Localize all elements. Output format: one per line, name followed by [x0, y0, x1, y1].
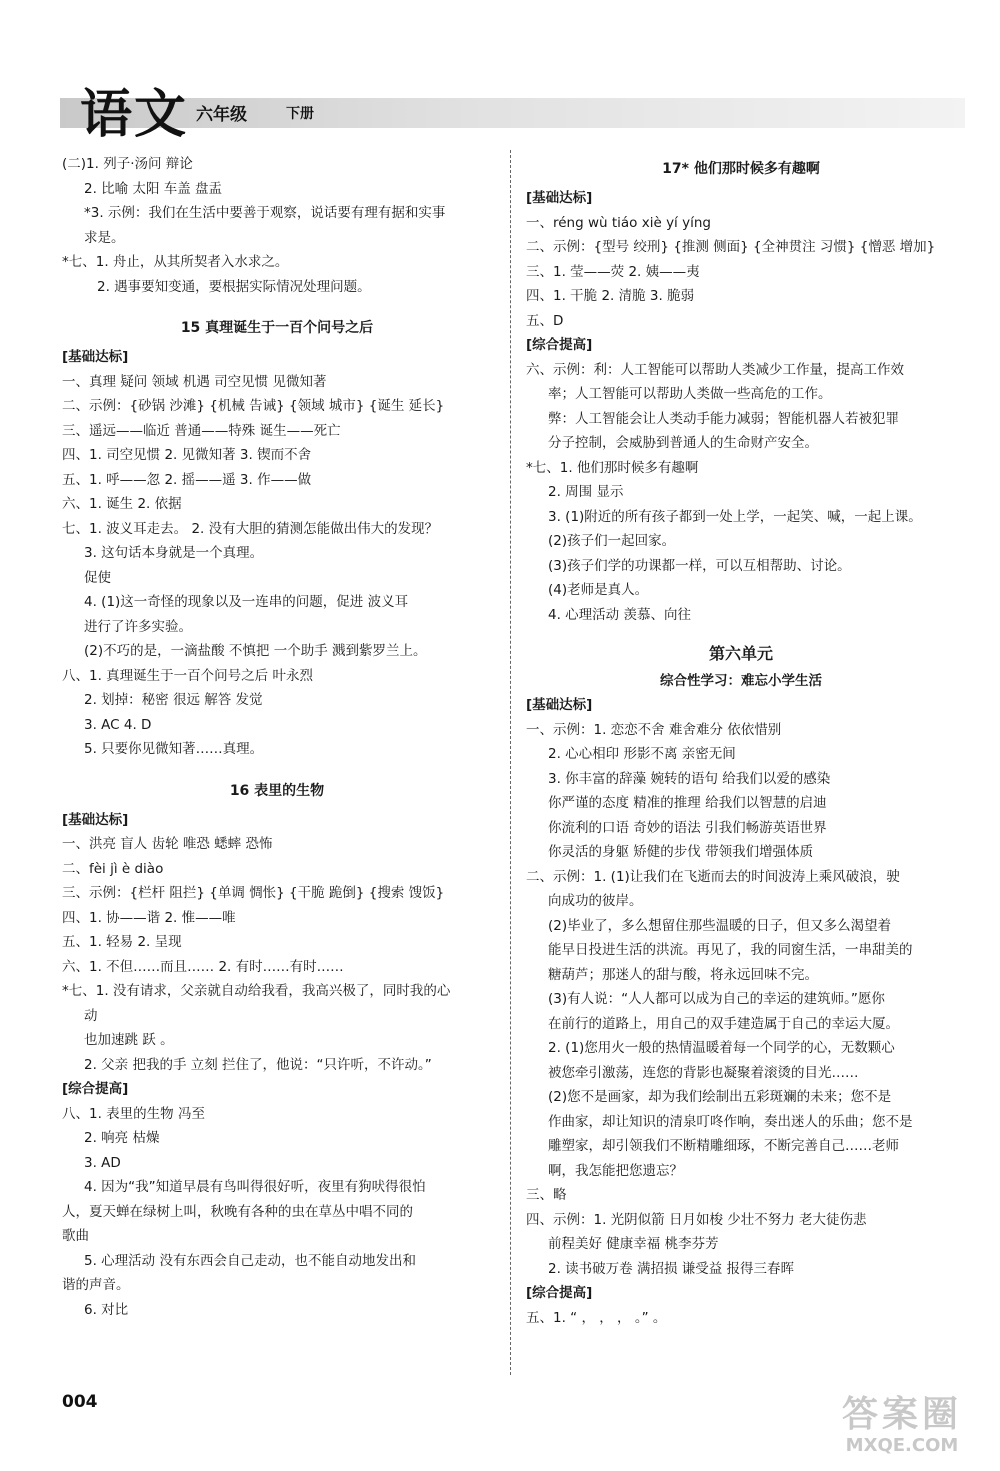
answer-line: 2. 周围 显示: [548, 484, 624, 500]
column-divider: [510, 150, 511, 1375]
answer-line: 糖葫芦；那迷人的甜与酸，将永远回味不完。: [548, 966, 818, 983]
section-label: [综合提高]: [526, 1285, 593, 1301]
answer-line: 啊，我怎能把您遗忘？: [548, 1162, 683, 1179]
answer-line: (2)毕业了，多么想留住那些温暖的日子，但又多么渴望着: [548, 917, 892, 934]
answer-line: 进行了许多实验。: [84, 618, 192, 635]
answer-line: 二、fèi jì è diào: [62, 860, 164, 877]
watermark-logo: [818, 1395, 986, 1467]
left-column: [62, 152, 492, 1322]
right-column: [526, 152, 956, 1330]
answer-line: 分子控制，会威胁到普通人的生命财产安全。: [548, 435, 818, 451]
answer-line: *3. 示例：我们在生活中要善于观察，说话要有理有据和实事: [84, 205, 446, 221]
answer-line: 2. (1)您用火一般的热情温暖着每一个同学的心，无数颗心: [548, 1040, 895, 1056]
answer-line: *七、1. 舟止，从其所契者入水求之。: [62, 254, 289, 270]
answer-line: 求是。: [84, 229, 125, 246]
answer-line: 2. 划掉：秘密 很远 解答 发觉: [84, 692, 263, 708]
answer-line: 你流利的口语 奇妙的语法 引我们畅游英语世界: [548, 819, 827, 836]
watermark-main: 答案圈: [841, 1394, 962, 1435]
answer-line: (3)孩子们学的功课都一样，可以互相帮助、讨论。: [548, 557, 851, 574]
answer-line: 3. 你丰富的辞藻 婉转的语句 给我们以爱的感染: [548, 770, 831, 787]
answer-line: [62, 299, 492, 311]
answer-line: (2)您不是画家，却为我们绘制出五彩斑斓的未来；您不是: [548, 1089, 892, 1105]
answer-line: 八、1. 真理诞生于一百个问号之后 叶永烈: [62, 667, 313, 684]
answer-line: (3)有人说：“人人都可以成为自己的幸运的建筑师。”愿你: [548, 991, 885, 1007]
answer-line: 动: [84, 1007, 98, 1024]
answer-line: 三、1. 莹——荧 2. 姨——夷: [526, 263, 700, 280]
answer-line: 人，夏天蝉在绿树上叫，秋晚有各种的虫在草丛中唱不同的: [62, 1203, 413, 1220]
answer-line: 5. 只要你见微知著……真理。: [84, 741, 264, 757]
answer-line: 三、示例：{栏杆 阻拦} {单调 惆怅} {干脆 跪倒} {搜索 馊饭}: [62, 885, 445, 901]
unit-subtitle: 综合性学习：难忘小学生活: [660, 673, 822, 689]
answer-line: 6. 对比: [84, 1301, 129, 1318]
answer-line: 五、D: [526, 312, 564, 329]
answer-line: 能早日投进生活的洪流。再见了，我的同窗生活，一串甜美的: [548, 942, 913, 958]
answer-line: 4. 因为“我”知道早晨有鸟叫得很好听，夜里有狗吠得很怕: [84, 1179, 426, 1195]
answer-line: *七、1. 没有请求，父亲就自动给我看，我高兴极了，同时我的心: [62, 983, 451, 999]
section-label: [基础达标]: [62, 349, 129, 365]
answer-line: 歌曲: [62, 1228, 89, 1244]
section-label: [基础达标]: [62, 811, 129, 828]
answer-line: 促使: [84, 569, 111, 586]
lesson-title: 15 真理诞生于一百个问号之后: [180, 320, 374, 336]
answer-line: 四、1. 干脆 2. 清脆 3. 脆弱: [526, 288, 695, 304]
answer-line: 3. AD: [84, 1154, 121, 1171]
answer-line: 四、1. 司空见惯 2. 见微知著 3. 锲而不舍: [62, 447, 312, 463]
answer-line: (4)老师是真人。: [548, 582, 649, 598]
answer-line: 七、1. 波义耳走去。 2. 没有大胆的猜测怎能做出伟大的发现？: [62, 520, 439, 537]
answer-line: 被您牵引激荡，连您的背影也凝聚着滚烫的目光……: [548, 1064, 859, 1081]
answer-line: 八、1. 表里的生物 冯至: [62, 1105, 205, 1122]
answer-line: 六、1. 不但……而且…… 2. 有时……有时……: [62, 958, 344, 975]
answer-line: (2)不巧的是，一滴盐酸 不慎把 一个助手 溅到紫罗兰上。: [84, 643, 427, 659]
answer-line: 你严谨的态度 精准的推理 给我们以智慧的启迪: [548, 795, 827, 811]
answer-line: 你灵活的身躯 矫健的步伐 带领我们增强体质: [548, 844, 814, 860]
answer-line: 3. (1)附近的所有孩子都到一处上学，一起笑、喊，一起上课。: [548, 508, 922, 525]
answer-line: [62, 762, 492, 774]
answer-line: 也加速跳 跃 。: [84, 1032, 174, 1048]
answer-line: 谐的声音。: [62, 1277, 130, 1293]
answer-line: 向成功的彼岸。: [548, 893, 643, 909]
answer-line: 三、略: [526, 1187, 567, 1203]
answer-line: 一、洪亮 盲人 齿轮 唯恐 蟋蟀 恐怖: [62, 836, 273, 852]
answer-line: 2. 父亲 把我的手 立刻 拦住了，他说：“只许听，不许动。”: [84, 1056, 432, 1073]
answer-line: 四、示例：1. 光阴似箭 日月如梭 少壮不努力 老大徒伤悲: [526, 1211, 867, 1228]
answer-line: 2. 响亮 枯燥: [84, 1130, 160, 1146]
section-label: [基础达标]: [526, 190, 593, 206]
answer-line: 2. 心心相印 形影不离 亲密无间: [548, 746, 736, 762]
answer-line: 弊：人工智能会让人类动手能力减弱；智能机器人若被犯罪: [548, 410, 899, 427]
unit-title: 第六单元: [708, 644, 773, 663]
watermark-sub: MXQE.COM: [845, 1435, 959, 1456]
answer-line: 5. 心理活动 没有东西会自己走动，也不能自动地发出和: [84, 1252, 416, 1269]
lesson-title: 16 表里的生物: [229, 782, 325, 799]
grade-label: 六年级: [196, 105, 247, 125]
answer-line: 六、示例：利：人工智能可以帮助人类减少工作量，提高工作效: [526, 361, 904, 378]
lesson-title: 17* 他们那时候多有趣啊: [662, 161, 820, 177]
answer-line: 五、1. “ ， ， ， 。” 。: [526, 1309, 667, 1326]
answer-line: 二、示例：1. (1)让我们在飞逝而去的时间波涛上乘风破浪，驶: [526, 868, 900, 885]
answer-line: 雕塑家，却引领我们不断精雕细琢，不断完善自己……老师: [548, 1138, 899, 1154]
section-label: [综合提高]: [526, 337, 593, 353]
page-header: [0, 60, 1000, 145]
volume-label: 下册: [286, 106, 314, 122]
answer-line: 六、1. 诞生 2. 依据: [62, 496, 182, 512]
answer-line: 4. 心理活动 羡慕、向往: [548, 606, 691, 623]
answer-line: 前程美好 健康幸福 桃李芬芳: [548, 1236, 719, 1252]
answer-line: 作曲家，却让知识的清泉叮咚作响，奏出迷人的乐曲；您不是: [548, 1113, 913, 1130]
answer-line: 在前行的道路上，用自己的双手建造属于自己的幸运大厦。: [548, 1015, 899, 1032]
section-label: [基础达标]: [526, 697, 593, 713]
page-number: 004: [62, 1392, 98, 1412]
answer-line: 率；人工智能可以帮助人类做一些高危的工作。: [548, 386, 832, 402]
answer-line: 2. 读书破万卷 满招损 谦受益 报得三春晖: [548, 1260, 795, 1277]
answer-line: 4. (1)这一奇怪的现象以及一连串的问题，促进 波义耳: [84, 594, 409, 610]
answer-line: 五、1. 呼——忽 2. 摇——遥 3. 作——做: [62, 471, 312, 488]
answer-line: 2. 比喻 太阳 车盖 盘盂: [84, 180, 223, 197]
answer-line: (2)孩子们一起回家。: [548, 533, 676, 549]
answer-line: 3. 这句话本身就是一个真理。: [84, 545, 264, 561]
answer-line: 三、遥远——临近 普通——特殊 诞生——死亡: [62, 422, 341, 439]
answer-line: *七、1. 他们那时候多有趣啊: [526, 459, 699, 476]
answer-line: 2. 遇事要知变通，要根据实际情况处理问题。: [97, 278, 371, 295]
answer-line: [526, 627, 956, 639]
answer-line: 四、1. 协——谐 2. 惟——唯: [62, 909, 236, 926]
section-label: [综合提高]: [62, 1081, 129, 1097]
answer-line: 一、示例：1. 恋恋不舍 难舍难分 依依惜别: [526, 721, 782, 738]
answer-line: 二、示例：{砂锅 沙滩} {机械 告诫} {领域 城市} {诞生 延长}: [62, 398, 445, 414]
answer-line: 五、1. 轻易 2. 呈现: [62, 934, 182, 950]
answer-line: 二、示例：{型号 绞刑} {推测 侧面} {全神贯注 习惯} {憎恶 增加}: [526, 239, 936, 255]
answer-line: 3. AC 4. D: [84, 716, 152, 733]
answer-line: 一、真理 疑问 领域 机遇 司空见惯 见微知著: [62, 373, 327, 390]
subject-title: 语文: [80, 85, 189, 145]
answer-line: (二)1. 列子·汤问 辩论: [62, 156, 193, 172]
answer-line: 一、réng wù tiáo xiè yí yíng: [526, 214, 711, 231]
